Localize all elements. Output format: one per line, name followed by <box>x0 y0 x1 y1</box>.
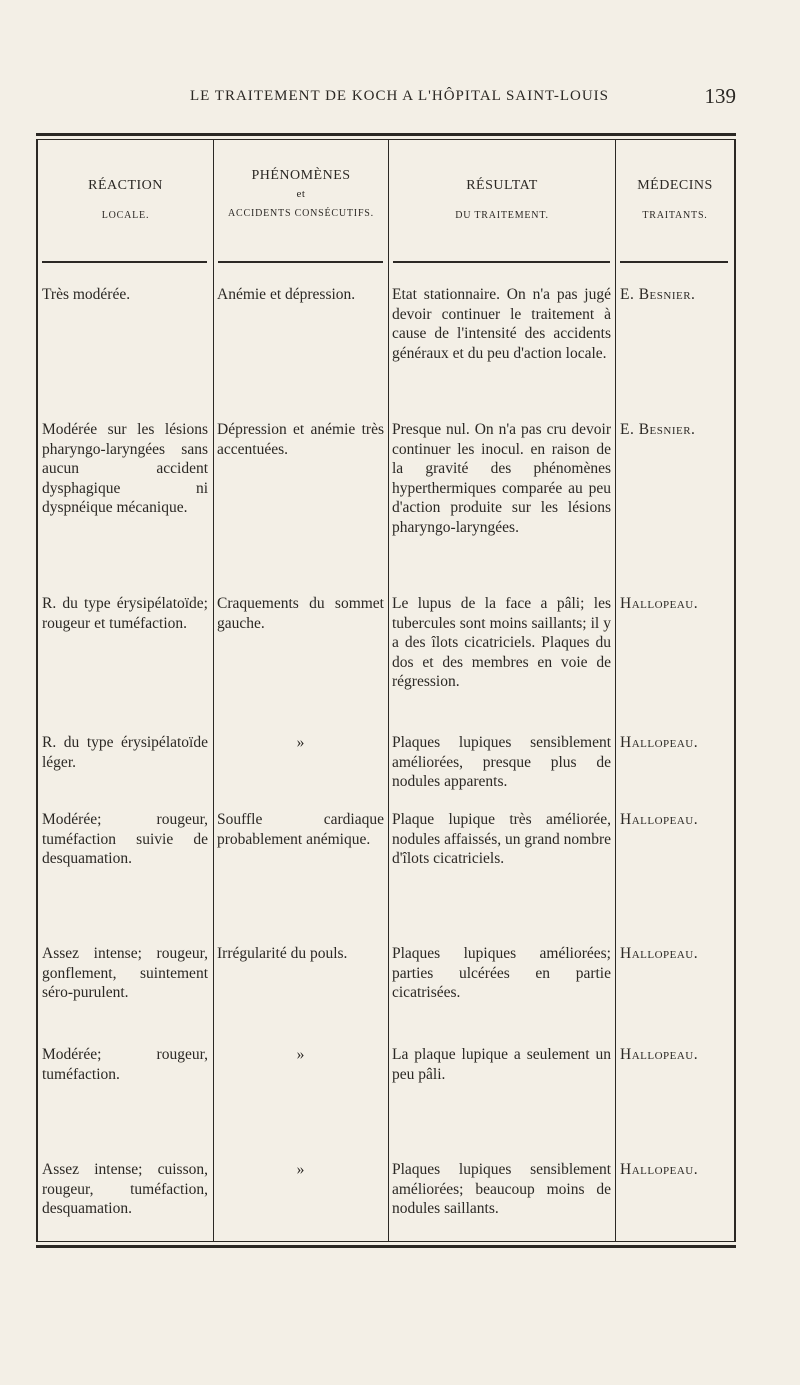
row-4-medecin: Hallopeau. <box>620 734 699 751</box>
row-8-phenomenes: » <box>296 1161 305 1178</box>
row-7-reaction: Modérée; rougeur, tuméfaction. <box>42 1046 208 1083</box>
header-phenomenes-et: et <box>296 188 306 200</box>
header-rule-4 <box>620 261 728 263</box>
table-top-rule <box>36 133 736 136</box>
row-4-resultat: Plaques lupiques sensiblement améliorées, presque plus de nodules apparents. <box>392 734 611 790</box>
row-8-medecin: Hallopeau. <box>620 1161 699 1178</box>
row-6-resultat: Plaques lupiques améliorées; parties ulcérées en partie cicatrisées. <box>392 945 611 1001</box>
running-head <box>0 84 800 112</box>
row-3-resultat: Le lupus de la face a pâli; les tubercules sont moins saillants; il y a des îlots cicatriciels. Plaques du dos et des membres en voie de régression. <box>392 595 611 690</box>
row-5-medecin: Hallopeau. <box>620 811 699 828</box>
row-6-reaction: Assez intense; rougeur, gonflement, suintement séro-purulent. <box>42 945 208 1001</box>
row-2-reaction: Modérée sur les lésions pharyngo-laryngées sans aucun accident dysphagique ni dyspnéique mécanique. <box>42 421 208 516</box>
running-head-title: LE TRAITEMENT DE KOCH A L'HÔPITAL SAINT-LOUIS <box>190 88 609 104</box>
row-1-phenomenes: Anémie et dépression. <box>217 286 356 303</box>
table-left-border <box>36 140 38 1241</box>
header-reaction <box>38 178 213 221</box>
row-3-phenomenes: Craquements du sommet gauche. <box>217 595 384 632</box>
header-reaction-sub: LOCALE. <box>101 210 150 221</box>
row-6-medecin: Hallopeau. <box>620 945 699 962</box>
header-rule-3 <box>393 261 610 263</box>
header-reaction-main: RÉACTION <box>88 178 163 193</box>
row-7-phenomenes: » <box>296 1046 305 1063</box>
header-resultat <box>389 178 615 221</box>
header-rule-2 <box>218 261 383 263</box>
row-5-reaction: Modérée; rougeur, tuméfaction suivie de desquamation. <box>42 811 208 867</box>
row-6-phenomenes: Irrégularité du pouls. <box>217 945 348 962</box>
page-number: 139 <box>704 84 736 108</box>
column-divider-2 <box>388 140 389 1241</box>
table-top-rule-thin <box>36 139 736 140</box>
header-rule-1 <box>42 261 207 263</box>
header-medecins-sub: TRAITANTS. <box>642 210 708 221</box>
header-phenomenes <box>214 168 388 219</box>
header-phenomenes-main: PHÉNOMÈNES <box>251 168 351 183</box>
header-medecins-main: MÉDECINS <box>637 178 713 193</box>
header-resultat-main: RÉSULTAT <box>466 178 538 193</box>
header-phenomenes-sub: ACCIDENTS CONSÉCUTIFS. <box>228 208 374 219</box>
row-2-phenomenes: Dépression et anémie très accentuées. <box>217 421 384 458</box>
row-1-medecin: E. Besnier. <box>620 286 696 303</box>
header-medecins <box>616 178 734 221</box>
row-3-reaction: R. du type érysipélatoïde; rougeur et tuméfaction. <box>42 595 208 632</box>
row-8-reaction: Assez intense; cuisson, rougeur, tuméfaction, desquamation. <box>42 1161 208 1217</box>
header-resultat-sub: DU TRAITEMENT. <box>455 210 549 221</box>
row-1-reaction: Très modérée. <box>42 286 131 303</box>
row-4-reaction: R. du type érysipélatoïde léger. <box>42 734 208 771</box>
column-divider-3 <box>615 140 616 1241</box>
row-4-phenomenes: » <box>296 734 305 751</box>
table-right-border <box>734 140 736 1241</box>
row-7-resultat: La plaque lupique a seulement un peu pâli. <box>392 1046 611 1083</box>
column-divider-1 <box>213 140 214 1241</box>
table-bottom-rule-thin <box>36 1241 736 1242</box>
row-2-resultat: Presque nul. On n'a pas cru devoir continuer les inocul. en raison de la gravité des phénomènes hyperthermiques comparée au peu d'action produite sur les lésions pharyngo-laryngées. <box>392 421 611 536</box>
row-7-medecin: Hallopeau. <box>620 1046 699 1063</box>
row-5-phenomenes: Souffle cardiaque probablement anémique. <box>217 811 384 848</box>
row-3-medecin: Hallopeau. <box>620 595 699 612</box>
row-2-medecin: E. Besnier. <box>620 421 696 438</box>
row-1-resultat: Etat stationnaire. On n'a pas jugé devoir continuer le traitement à cause de l'intensité des accidents généraux et du peu d'action locale. <box>392 286 611 362</box>
table-bottom-rule <box>36 1245 736 1248</box>
row-5-resultat: Plaque lupique très améliorée, nodules affaissés, un grand nombre d'îlots cicatriciels. <box>392 811 611 867</box>
row-8-resultat: Plaques lupiques sensiblement améliorées; beaucoup moins de nodules saillants. <box>392 1161 611 1217</box>
